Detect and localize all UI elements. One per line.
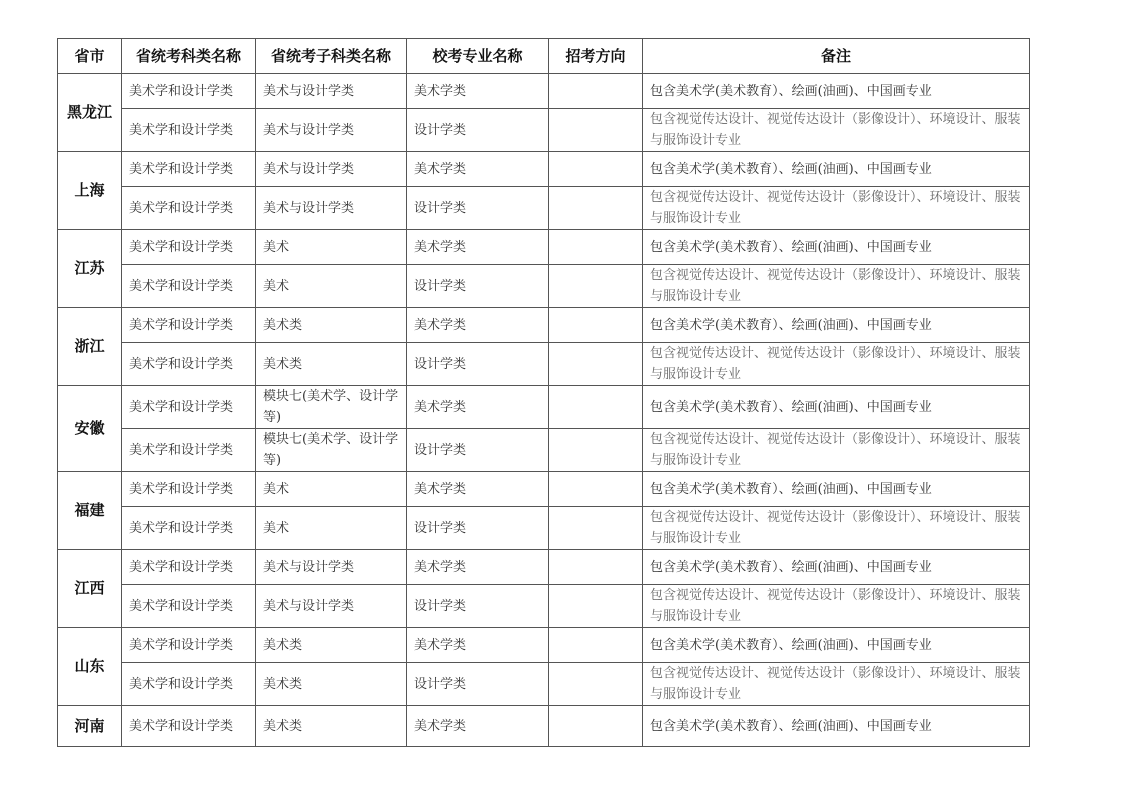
direction-cell [549, 74, 643, 109]
note-cell: 包含美术学(美术教育）、绘画(油画)、中国画专业 [643, 706, 1030, 747]
table-row [58, 550, 1030, 585]
table-row [58, 507, 1030, 550]
province-cell: 河南 [58, 706, 122, 747]
province-cell: 安徽 [58, 386, 122, 472]
header-major: 校考专业名称 [407, 39, 549, 74]
major-cell: 美术学类 [407, 628, 549, 663]
direction-cell [549, 109, 643, 152]
subcategory-cell: 美术与设计学类 [256, 187, 407, 230]
table-row [58, 585, 1030, 628]
note-cell: 包含视觉传达设计、视觉传达设计（影像设计）、环境设计、服装与服饰设计专业 [643, 585, 1030, 628]
note-cell: 包含视觉传达设计、视觉传达设计（影像设计）、环境设计、服装与服饰设计专业 [643, 507, 1030, 550]
major-cell: 美术学类 [407, 706, 549, 747]
category-cell: 美术学和设计学类 [122, 343, 256, 386]
direction-cell [549, 507, 643, 550]
table-row [58, 308, 1030, 343]
subcategory-cell: 美术类 [256, 706, 407, 747]
admissions-table [57, 38, 1030, 747]
category-cell: 美术学和设计学类 [122, 507, 256, 550]
table-row [58, 429, 1030, 472]
major-cell: 美术学类 [407, 152, 549, 187]
category-cell: 美术学和设计学类 [122, 429, 256, 472]
direction-cell [549, 152, 643, 187]
subcategory-cell: 美术与设计学类 [256, 109, 407, 152]
note-cell: 包含美术学(美术教育）、绘画(油画)、中国画专业 [643, 386, 1030, 429]
subcategory-cell: 美术类 [256, 343, 407, 386]
header-province: 省市 [58, 39, 122, 74]
category-cell: 美术学和设计学类 [122, 109, 256, 152]
subcategory-cell: 美术 [256, 230, 407, 265]
direction-cell [549, 585, 643, 628]
note-cell: 包含视觉传达设计、视觉传达设计（影像设计）、环境设计、服装与服饰设计专业 [643, 109, 1030, 152]
note-cell: 包含视觉传达设计、视觉传达设计（影像设计）、环境设计、服装与服饰设计专业 [643, 663, 1030, 706]
direction-cell [549, 429, 643, 472]
table-row [58, 187, 1030, 230]
note-cell: 包含视觉传达设计、视觉传达设计（影像设计）、环境设计、服装与服饰设计专业 [643, 343, 1030, 386]
subcategory-cell: 美术与设计学类 [256, 550, 407, 585]
table-body [58, 74, 1030, 747]
direction-cell [549, 230, 643, 265]
subcategory-cell: 美术 [256, 507, 407, 550]
direction-cell [549, 706, 643, 747]
category-cell: 美术学和设计学类 [122, 230, 256, 265]
major-cell: 设计学类 [407, 343, 549, 386]
major-cell: 美术学类 [407, 472, 549, 507]
major-cell: 美术学类 [407, 74, 549, 109]
direction-cell [549, 472, 643, 507]
category-cell: 美术学和设计学类 [122, 74, 256, 109]
province-cell: 上海 [58, 152, 122, 230]
major-cell: 设计学类 [407, 265, 549, 308]
note-cell: 包含美术学(美术教育）、绘画(油画)、中国画专业 [643, 472, 1030, 507]
note-cell: 包含视觉传达设计、视觉传达设计（影像设计）、环境设计、服装与服饰设计专业 [643, 187, 1030, 230]
note-cell: 包含美术学(美术教育）、绘画(油画)、中国画专业 [643, 628, 1030, 663]
table-row [58, 343, 1030, 386]
note-cell: 包含美术学(美术教育）、绘画(油画)、中国画专业 [643, 230, 1030, 265]
category-cell: 美术学和设计学类 [122, 585, 256, 628]
note-cell: 包含美术学(美术教育）、绘画(油画)、中国画专业 [643, 74, 1030, 109]
table-row [58, 472, 1030, 507]
category-cell: 美术学和设计学类 [122, 663, 256, 706]
direction-cell [549, 386, 643, 429]
subcategory-cell: 美术与设计学类 [256, 74, 407, 109]
major-cell: 美术学类 [407, 308, 549, 343]
subcategory-cell: 模块七(美术学、设计学等) [256, 386, 407, 429]
table-header-row [58, 39, 1030, 74]
subcategory-cell: 模块七(美术学、设计学等) [256, 429, 407, 472]
major-cell: 设计学类 [407, 187, 549, 230]
table-row [58, 265, 1030, 308]
header-note: 备注 [643, 39, 1030, 74]
subcategory-cell: 美术与设计学类 [256, 152, 407, 187]
subcategory-cell: 美术类 [256, 308, 407, 343]
header-direction: 招考方向 [549, 39, 643, 74]
category-cell: 美术学和设计学类 [122, 265, 256, 308]
direction-cell [549, 265, 643, 308]
category-cell: 美术学和设计学类 [122, 386, 256, 429]
province-cell: 江苏 [58, 230, 122, 308]
category-cell: 美术学和设计学类 [122, 472, 256, 507]
note-cell: 包含视觉传达设计、视觉传达设计（影像设计）、环境设计、服装与服饰设计专业 [643, 265, 1030, 308]
direction-cell [549, 550, 643, 585]
table-row [58, 706, 1030, 747]
subcategory-cell: 美术 [256, 472, 407, 507]
direction-cell [549, 343, 643, 386]
category-cell: 美术学和设计学类 [122, 550, 256, 585]
direction-cell [549, 663, 643, 706]
major-cell: 设计学类 [407, 429, 549, 472]
province-cell: 江西 [58, 550, 122, 628]
province-cell: 福建 [58, 472, 122, 550]
subcategory-cell: 美术与设计学类 [256, 585, 407, 628]
table-row [58, 74, 1030, 109]
category-cell: 美术学和设计学类 [122, 706, 256, 747]
note-cell: 包含美术学(美术教育）、绘画(油画)、中国画专业 [643, 308, 1030, 343]
major-cell: 设计学类 [407, 663, 549, 706]
table-row [58, 663, 1030, 706]
province-cell: 山东 [58, 628, 122, 706]
category-cell: 美术学和设计学类 [122, 308, 256, 343]
table-row [58, 628, 1030, 663]
major-cell: 设计学类 [407, 109, 549, 152]
table-row [58, 152, 1030, 187]
major-cell: 美术学类 [407, 550, 549, 585]
major-cell: 美术学类 [407, 230, 549, 265]
note-cell: 包含美术学(美术教育）、绘画(油画)、中国画专业 [643, 550, 1030, 585]
province-cell: 浙江 [58, 308, 122, 386]
major-cell: 美术学类 [407, 386, 549, 429]
subcategory-cell: 美术类 [256, 663, 407, 706]
category-cell: 美术学和设计学类 [122, 628, 256, 663]
major-cell: 设计学类 [407, 507, 549, 550]
direction-cell [549, 187, 643, 230]
province-cell: 黑龙江 [58, 74, 122, 152]
table-row [58, 109, 1030, 152]
subcategory-cell: 美术类 [256, 628, 407, 663]
category-cell: 美术学和设计学类 [122, 152, 256, 187]
subcategory-cell: 美术 [256, 265, 407, 308]
table-row [58, 386, 1030, 429]
direction-cell [549, 628, 643, 663]
note-cell: 包含视觉传达设计、视觉传达设计（影像设计）、环境设计、服装与服饰设计专业 [643, 429, 1030, 472]
table-row [58, 230, 1030, 265]
header-subcategory: 省统考子科类名称 [256, 39, 407, 74]
major-cell: 设计学类 [407, 585, 549, 628]
note-cell: 包含美术学(美术教育）、绘画(油画)、中国画专业 [643, 152, 1030, 187]
header-category: 省统考科类名称 [122, 39, 256, 74]
direction-cell [549, 308, 643, 343]
category-cell: 美术学和设计学类 [122, 187, 256, 230]
